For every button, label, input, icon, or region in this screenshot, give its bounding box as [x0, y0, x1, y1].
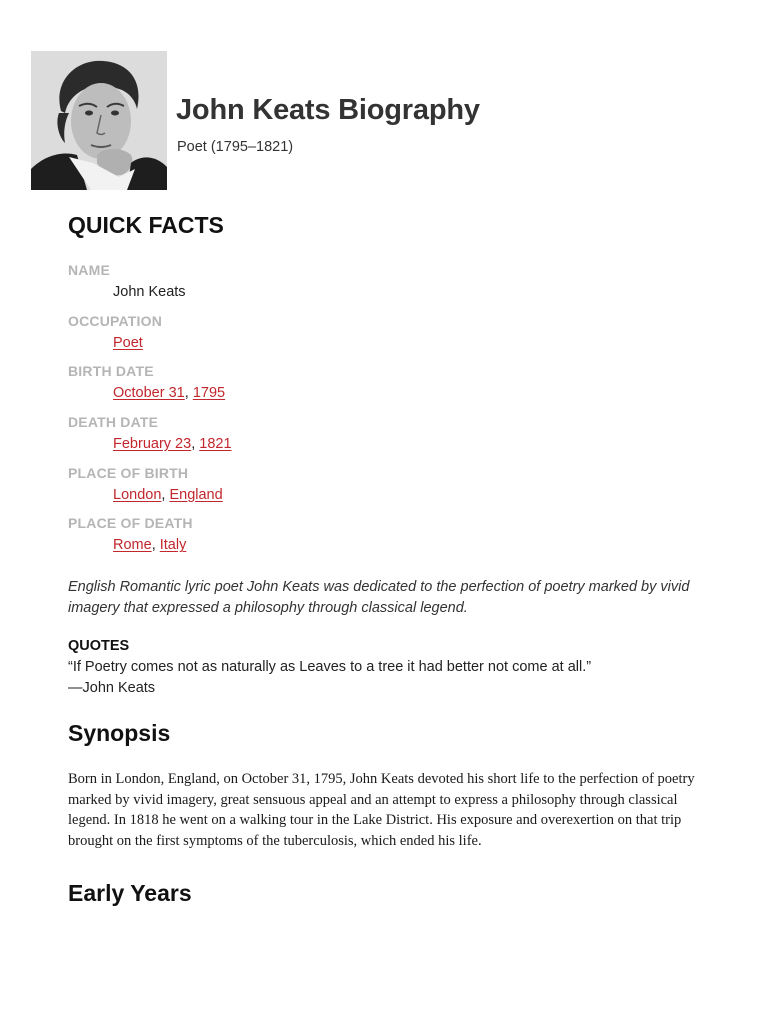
fact-row: [68, 414, 708, 465]
fact-value: [113, 283, 708, 301]
fact-link[interactable]: Poet: [113, 334, 143, 351]
page-subtitle: Poet (1795–1821): [177, 139, 294, 155]
fact-link[interactable]: Rome: [113, 537, 152, 554]
fact-link[interactable]: October 31: [113, 385, 185, 402]
fact-value: [113, 334, 708, 352]
fact-value: [113, 435, 708, 453]
fact-separator: ,: [184, 385, 193, 402]
synopsis-body: Born in London, England, on October 31, 1795, John Keats devoted his short life to the perfection of poetry marked by vivid imagery, great sensuous appeal and an attempt to express a philosophy through classical legend. In 1818 he went on a walking tour in the Lake District. His exposure and overexertion on that trip brought on the first symptoms of the tuberculosis, which ended his life.: [68, 771, 695, 849]
summary-text: English Romantic lyric poet John Keats was dedicated to the perfection of poetry marked by vivid imagery that expressed a philosophy through classical legend.: [68, 579, 690, 616]
fact-label: OCCUPATION: [68, 312, 163, 329]
fact-value: [113, 384, 708, 402]
fact-label: PLACE OF DEATH: [68, 515, 193, 532]
fact-value: [113, 536, 708, 554]
fact-row: [68, 363, 708, 414]
fact-row: [68, 313, 708, 364]
fact-separator: ,: [161, 486, 170, 503]
fact-row: [68, 515, 708, 566]
fact-link[interactable]: England: [169, 486, 223, 503]
fact-label: NAME: [68, 262, 111, 278]
fact-row: [68, 262, 708, 313]
fact-value: [113, 486, 708, 504]
fact-label: DEATH DATE: [68, 414, 159, 431]
fact-link[interactable]: 1795: [192, 385, 226, 402]
portrait-illustration: [31, 51, 167, 190]
portrait-photo: [31, 51, 167, 190]
fact-row: [68, 465, 708, 516]
early-years-heading: Early Years: [68, 880, 192, 906]
quote-author: —John Keats: [68, 680, 156, 696]
fact-link[interactable]: February 23: [113, 436, 192, 453]
fact-separator: ,: [191, 436, 200, 453]
fact-label: PLACE OF BIRTH: [68, 464, 189, 481]
page-title: John Keats Biography: [176, 94, 480, 126]
fact-label: BIRTH DATE: [68, 363, 154, 380]
quick-facts-heading: QUICK FACTS: [68, 212, 224, 238]
quote-text: “If Poetry comes not as naturally as Leaves to a tree it had better not come at all.”: [68, 659, 592, 675]
quotes-label: QUOTES: [68, 638, 130, 654]
synopsis-heading: Synopsis: [68, 720, 171, 746]
fact-separator: ,: [151, 537, 160, 554]
fact-link[interactable]: London: [113, 486, 162, 503]
fact-link[interactable]: 1821: [199, 436, 232, 453]
quick-facts-list: [68, 262, 708, 566]
fact-link[interactable]: Italy: [159, 537, 187, 554]
fact-separator: John Keats: [113, 284, 186, 300]
